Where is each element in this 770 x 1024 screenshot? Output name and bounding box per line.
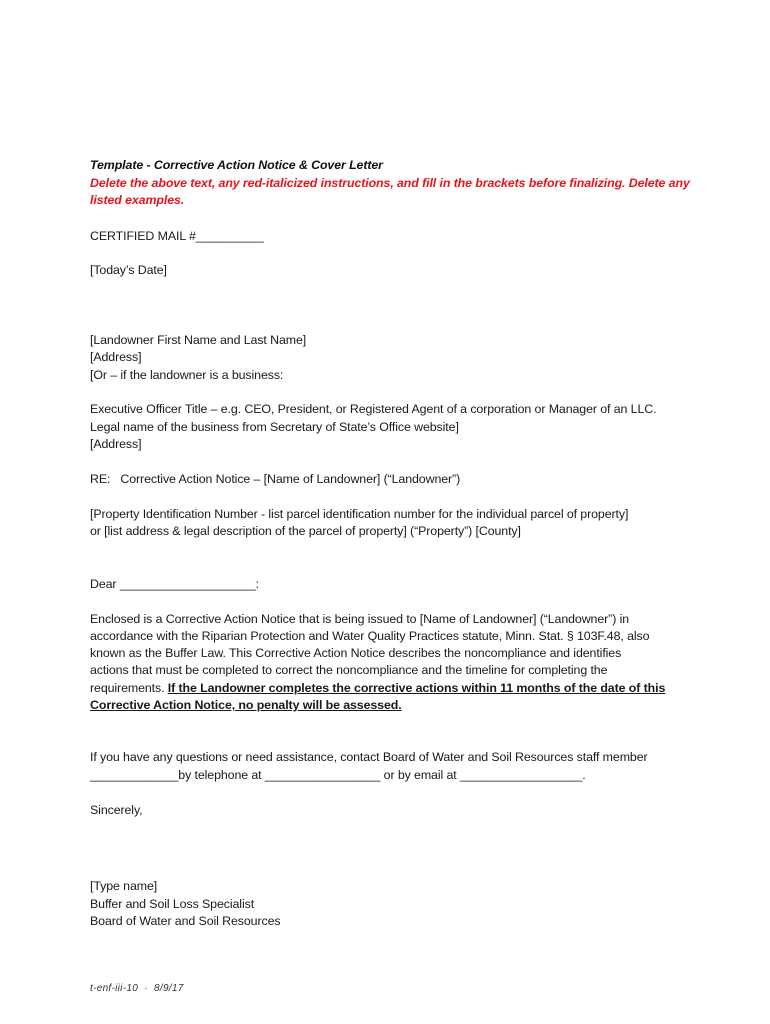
property-line-2: or [list address & legal description of the parcel of property] (“Property”) [County] (90, 524, 521, 538)
salutation: Dear ____________________: (90, 577, 259, 591)
contact-line-2: _____________by telephone at _________________ or by email at __________________. (90, 768, 586, 782)
closing: Sincerely, (90, 803, 143, 817)
contact-line-1: If you have any questions or need assistance, contact Board of Water and Soil Resources staff member (90, 750, 648, 764)
footer-doc-id: t-enf-iii-10 · 8/9/17 (90, 983, 184, 994)
todays-date: [Today’s Date] (90, 263, 167, 277)
landowner-address: [Address] (90, 350, 142, 364)
instructions-line-1: Delete the above text, any red-italicized instructions, and fill in the brackets before finalizing. Delete any (90, 176, 690, 190)
template-title: Template - Corrective Action Notice & Cover Letter (90, 158, 383, 172)
body-line-5 (90, 680, 665, 698)
business-note: [Or – if the landowner is a business: (90, 368, 284, 382)
business-address: [Address] (90, 437, 142, 451)
body-line-2: accordance with the Riparian Protection and Water Quality Practices statute, Minn. Stat. § 103F.48, also (90, 629, 650, 643)
penalty-notice-part-2: Corrective Action Notice, no penalty will be assessed. (90, 698, 402, 712)
instructions-line-2: listed examples. (90, 193, 185, 207)
re-line: RE: Corrective Action Notice – [Name of Landowner] (“Landowner”) (90, 472, 461, 486)
property-line-1: [Property Identification Number - list parcel identification number for the individual parcel of property] (90, 507, 629, 521)
signature-name: [Type name] (90, 879, 158, 893)
business-legal-name: Legal name of the business from Secretary of State’s Office website] (90, 420, 459, 434)
body-line-3: known as the Buffer Law. This Corrective Action Notice describes the noncompliance and identifies (90, 646, 622, 660)
body-line-1: Enclosed is a Corrective Action Notice that is being issued to [Name of Landowner] (“Landowner”) in (90, 612, 630, 626)
executive-officer-title: Executive Officer Title – e.g. CEO, President, or Registered Agent of a corporation or Manager of an LLC. (90, 402, 657, 416)
certified-mail: CERTIFIED MAIL #__________ (90, 229, 264, 243)
signature-title: Buffer and Soil Loss Specialist (90, 897, 255, 911)
body-line-4: actions that must be completed to correct the noncompliance and the timeline for completing the (90, 663, 608, 677)
landowner-name: [Landowner First Name and Last Name] (90, 333, 307, 347)
penalty-notice-part-1: If the Landowner completes the corrective actions within 11 months of the date of this (167, 681, 666, 695)
body-line-5-plain: requirements. (90, 681, 168, 695)
signature-org: Board of Water and Soil Resources (90, 914, 281, 928)
